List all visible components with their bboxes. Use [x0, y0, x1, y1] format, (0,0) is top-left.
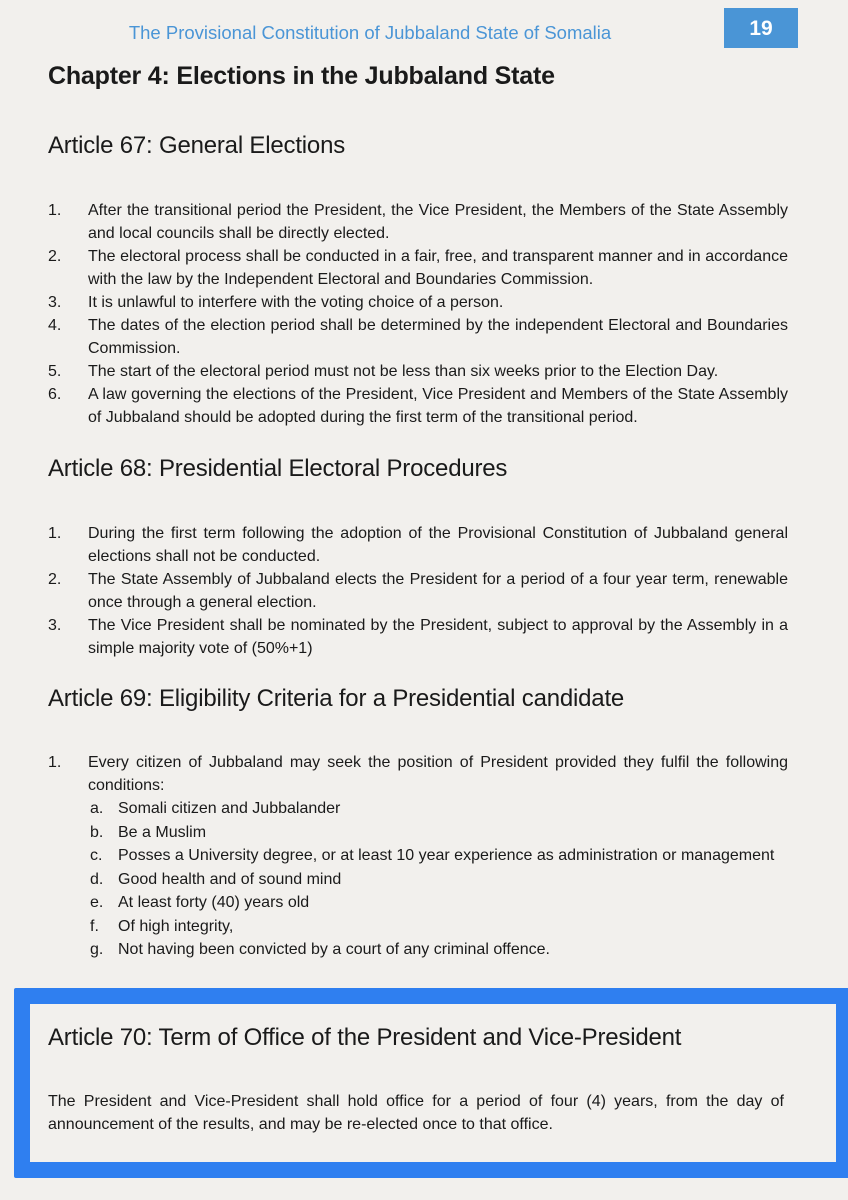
condition-text: At least forty (40) years old: [118, 894, 310, 911]
condition-letter: f.: [90, 917, 99, 935]
condition-letter: c.: [90, 847, 103, 864]
item-number: 2.: [48, 571, 62, 588]
article-67-title: Article 67: General Elections: [48, 132, 346, 159]
condition-item: [90, 891, 788, 915]
list-item: [48, 522, 788, 568]
list-item: [48, 568, 788, 614]
item-number: 2.: [48, 248, 62, 265]
chapter-title: Chapter 4: Elections in the Jubbaland State: [48, 62, 555, 90]
list-item: [48, 614, 788, 660]
item-text: The State Assembly of Jubbaland elects the President for a period of a four year term, renewable once through a general election.: [88, 571, 788, 611]
article-68-list: [48, 522, 788, 660]
item-number: 3.: [48, 617, 62, 634]
condition-text: Good health and of sound mind: [118, 870, 342, 888]
article-70-title: Article 70: Term of Office of the President and Vice-President: [48, 1024, 682, 1051]
condition-letter: d.: [90, 870, 104, 888]
list-item: [48, 383, 788, 429]
item-text: The dates of the election period shall be determined by the independent Electoral and Boundaries Commission.: [88, 317, 788, 357]
article-70-text: The President and Vice-President shall hold office for a period of four (4) years, from the day of announcement of the results, and may be re-elected once to that office.: [48, 1093, 784, 1133]
item-text: After the transitional period the President, the Vice President, the Members of the State Assembly and local councils shall be directly elected.: [88, 202, 788, 242]
article-67-list: [48, 199, 788, 429]
list-item: [48, 314, 788, 360]
condition-text: Somali citizen and Jubbalander: [118, 800, 341, 817]
article-69-list: [48, 751, 788, 962]
item-number: 1.: [48, 202, 62, 219]
condition-item: [90, 938, 788, 962]
condition-item: [90, 868, 788, 892]
condition-item: [90, 797, 788, 821]
item-number: 4.: [48, 317, 62, 334]
article-70-highlight-box: [14, 988, 848, 1178]
condition-letter: a.: [90, 800, 104, 817]
article-69-title: Article 69: Eligibility Criteria for a Presidential candidate: [48, 685, 625, 712]
conditions-list: [88, 797, 788, 962]
condition-item: [90, 821, 788, 845]
condition-text: Of high integrity,: [118, 917, 234, 935]
condition-text: Be a Muslim: [118, 823, 207, 841]
condition-item: [90, 915, 788, 939]
condition-item: [90, 844, 788, 868]
item-text: A law governing the elections of the President, Vice President and Members of the State Assembly of Jubbaland should be adopted during the first term of the transitional period.: [88, 386, 788, 426]
condition-text: Posses a University degree, or at least 10 year experience as administration or management: [118, 847, 775, 864]
item-text: Every citizen of Jubbaland may seek the position of President provided they fulfil the following conditions:: [88, 754, 788, 794]
list-item: [48, 751, 788, 962]
list-item: [48, 199, 788, 245]
item-text: The Vice President shall be nominated by the President, subject to approval by the Assembly in a simple majority vote of (50%+1): [88, 617, 788, 657]
item-text: During the first term following the adoption of the Provisional Constitution of Jubbaland general elections shall not be conducted.: [88, 525, 788, 565]
item-number: 1.: [48, 754, 62, 771]
condition-letter: e.: [90, 894, 104, 911]
condition-letter: b.: [90, 823, 104, 841]
condition-text: Not having been convicted by a court of any criminal offence.: [118, 941, 550, 958]
item-text: The electoral process shall be conducted in a fair, free, and transparent manner and in accordance with the law by the Independent Electoral and Boundaries Commission.: [88, 248, 788, 288]
article-68-title: Article 68: Presidential Electoral Procedures: [48, 455, 508, 482]
page-number-badge: 19: [724, 8, 798, 48]
item-number: 5.: [48, 363, 62, 380]
item-text: It is unlawful to interfere with the voting choice of a person.: [88, 294, 504, 311]
condition-letter: g.: [90, 941, 104, 958]
list-item: [48, 291, 788, 314]
item-number: 1.: [48, 525, 62, 542]
list-item: [48, 360, 788, 383]
item-text: The start of the electoral period must not be less than six weeks prior to the Election Day.: [88, 363, 719, 380]
running-header-title: The Provisional Constitution of Jubbaland State of Somalia: [128, 22, 612, 43]
item-number: 3.: [48, 294, 62, 311]
item-number: 6.: [48, 386, 62, 403]
list-item: [48, 245, 788, 291]
